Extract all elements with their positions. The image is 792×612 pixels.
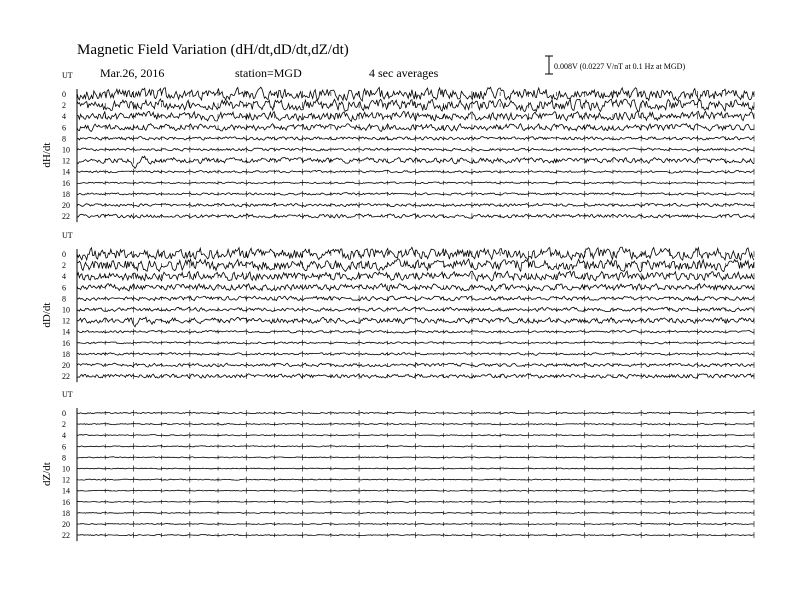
hour-label: 4 — [62, 112, 66, 122]
scale-label: 0.008V (0.0227 V/nT at 0.1 Hz at MGD) — [554, 62, 686, 71]
hour-label: 20 — [62, 361, 70, 370]
hour-label: 10 — [62, 464, 70, 474]
hour-label: 8 — [62, 294, 66, 304]
hour-label: 20 — [62, 201, 70, 210]
hour-label: 6 — [62, 442, 66, 452]
hour-label: 12 — [62, 156, 70, 166]
scale-bar — [545, 56, 685, 74]
hour-label: 6 — [62, 123, 66, 133]
hour-label: 22 — [62, 212, 70, 222]
hour-label: 0 — [62, 90, 66, 99]
hour-label: 2 — [62, 101, 66, 111]
hour-label: 22 — [62, 531, 70, 541]
hour-label: 12 — [62, 475, 70, 485]
hour-label: 22 — [62, 372, 70, 382]
hour-label: 10 — [62, 145, 70, 155]
station-label: station=MGD — [235, 66, 302, 80]
date-label: Mar.26, 2016 — [100, 66, 165, 80]
hour-label: 12 — [62, 316, 70, 326]
panel-dddt — [41, 231, 754, 382]
trace-line — [77, 99, 754, 112]
panels-group — [41, 71, 754, 541]
trace-line — [77, 524, 754, 525]
averaging-label: 4 sec averages — [369, 66, 439, 80]
hour-label: 16 — [62, 497, 70, 507]
hour-label: 2 — [62, 261, 66, 271]
hour-label: 4 — [62, 431, 66, 441]
hour-label: 18 — [62, 349, 70, 359]
trace-line — [77, 259, 754, 272]
hour-label: 14 — [62, 327, 70, 337]
chart-title: Magnetic Field Variation (dH/dt,dD/dt,dZ/dt) — [77, 42, 349, 58]
hour-label: 0 — [62, 250, 66, 259]
hour-label: 6 — [62, 283, 66, 293]
hour-label: 16 — [62, 178, 70, 188]
hour-label: 14 — [62, 486, 70, 496]
panel-label: dD/dt — [41, 302, 53, 328]
hour-label: 8 — [62, 134, 66, 144]
hour-label: 18 — [62, 508, 70, 518]
hour-label: 0 — [62, 409, 66, 418]
panel-dhdt — [41, 71, 754, 222]
hour-label: 14 — [62, 167, 70, 177]
ut-label: UT — [62, 390, 73, 399]
hour-label: 2 — [62, 420, 66, 430]
panel-dzdt — [41, 390, 754, 541]
hour-label: 8 — [62, 453, 66, 463]
hour-label: 16 — [62, 338, 70, 348]
hour-label: 18 — [62, 189, 70, 199]
trace-line — [77, 87, 754, 101]
ut-label: UT — [62, 231, 73, 240]
panel-label: dZ/dt — [41, 462, 53, 486]
ut-label: UT — [62, 71, 73, 80]
hour-label: 10 — [62, 305, 70, 315]
panel-label: dH/dt — [41, 142, 53, 168]
hour-label: 20 — [62, 520, 70, 529]
hour-label: 4 — [62, 272, 66, 282]
